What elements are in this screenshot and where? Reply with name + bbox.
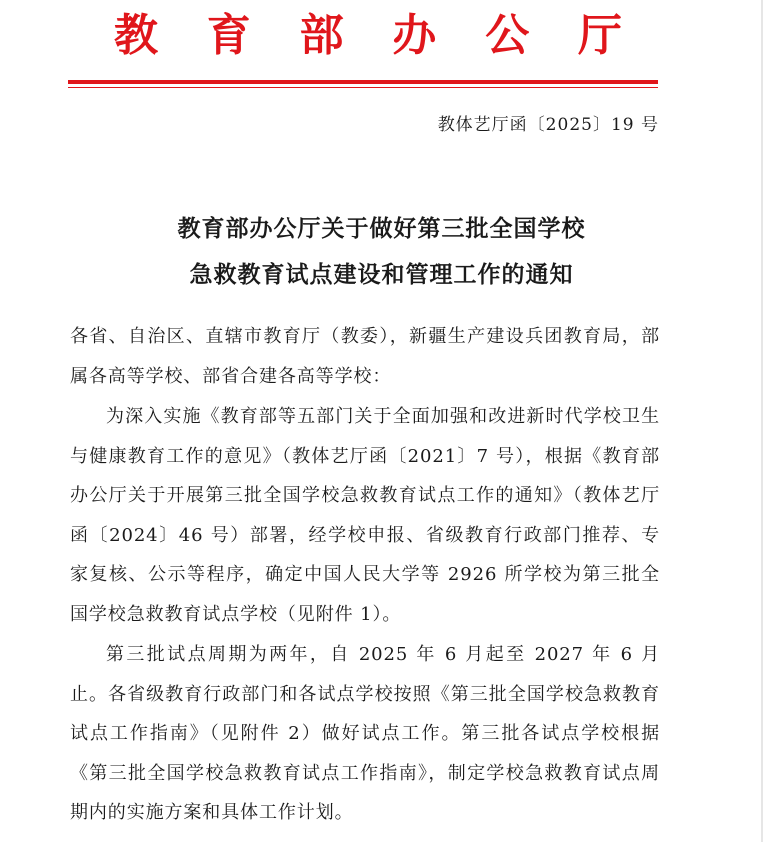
red-rule-thick <box>68 80 658 84</box>
masthead-char: 教 <box>114 10 158 61</box>
masthead-char: 部 <box>299 10 344 61</box>
masthead-char: 育 <box>206 10 251 61</box>
title-line-1: 教育部办公厅关于做好第三批全国学校 <box>177 216 586 242</box>
paragraph-2: 第三批试点周期为两年，自 2025 年 6 月起至 2027 年 6 月止。各省级教育行政部门和各试点学校按照《第三批全国学校急救教育试点工作指南》（见附件 2）做好试点工作。第三批各试点学校根据《第三批全国学校急救教育试点工作指南》，制定学校急救教育试点周期内的实施方案和具体工作计划。 <box>70 644 660 823</box>
title-line-2: 急救教育试点建设和管理工作的通知 <box>189 262 574 288</box>
masthead <box>70 6 660 66</box>
document-number: 教体艺厅函〔2025〕19 号 <box>437 115 659 135</box>
masthead-char: 办 <box>392 10 437 61</box>
masthead-char: 厅 <box>577 10 622 61</box>
salutation: 各省、自治区、直辖市教育厅（教委），新疆生产建设兵团教育局，部属各高等学校、部省合建各高等学校： <box>70 326 660 387</box>
red-rule-thin <box>68 87 658 88</box>
masthead-char: 公 <box>485 10 530 61</box>
paragraph-1: 为深入实施《教育部等五部门关于全面加强和改进新时代学校卫生与健康教育工作的意见》（教体艺厅函〔2021〕7 号），根据《教育部办公厅关于开展第三批全国学校急救教育试点工作的通知》（教体艺厅函〔2024〕46 号）部署，经学校申报、省级教育行政部门推荐、专家复核、公示等程序，确定中国人民大学等 2926 所学校为第三批全国学校急救教育试点学校（见附件 1）。 <box>70 406 660 625</box>
